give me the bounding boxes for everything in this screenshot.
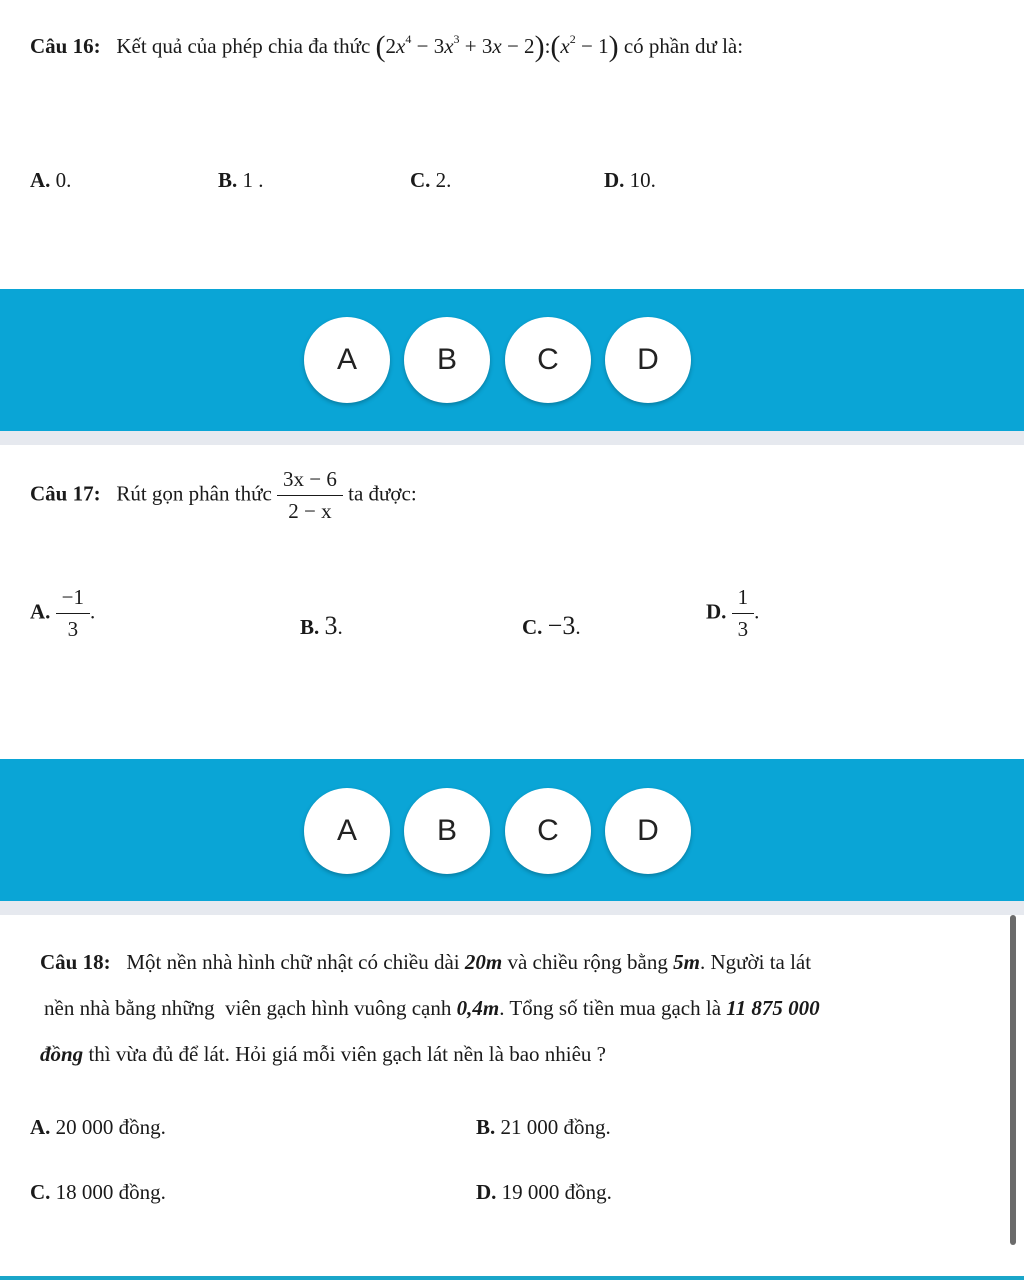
question-18-label: Câu 18: xyxy=(40,950,111,974)
answer-button-c[interactable]: C xyxy=(505,788,591,874)
question-16-label: Câu 16: xyxy=(30,34,101,58)
question-17-text-after: ta được: xyxy=(348,481,417,506)
question-17-fraction-denominator: 2 − x xyxy=(288,499,332,523)
question-17-card xyxy=(0,445,1024,759)
q16-option-c-letter: C. xyxy=(410,168,431,192)
question-18-line-3 xyxy=(40,1031,970,1077)
answer-band-1 xyxy=(0,289,1024,431)
q18-text-1e: . Người ta lát xyxy=(699,950,812,974)
q17-option-c xyxy=(522,611,581,641)
q18-option-b xyxy=(476,1115,611,1140)
question-18-line-2 xyxy=(40,985,970,1031)
q18-option-a-value: 20 000 đồng. xyxy=(55,1115,166,1139)
q18-width: 5m xyxy=(673,950,700,974)
q18-tile-size: 0,4m xyxy=(456,996,500,1020)
question-16-card xyxy=(0,0,1024,288)
answer-band-2 xyxy=(0,759,1024,901)
q17-option-a-tail: . xyxy=(90,599,96,624)
q16-option-a-value: 0. xyxy=(55,168,72,192)
q17-option-a xyxy=(30,585,95,642)
q18-option-c xyxy=(30,1180,166,1205)
q17-option-d-denominator: 3 xyxy=(737,617,749,641)
q16-option-d-value: 10. xyxy=(629,168,656,192)
question-17-label: Câu 17: xyxy=(30,481,101,506)
bottom-border xyxy=(0,1276,1024,1280)
q17-option-d-fraction xyxy=(732,585,755,642)
scrollbar[interactable] xyxy=(1010,915,1016,1245)
q16-option-b xyxy=(218,168,264,193)
q18-option-a xyxy=(30,1115,166,1140)
q17-option-a-numerator: −1 xyxy=(56,585,90,614)
question-17-text-before: Rút gọn phân thức xyxy=(116,481,272,506)
q18-text-1c: và chiều rộng bằng xyxy=(502,950,674,974)
answer-button-a[interactable]: A xyxy=(304,788,390,874)
q17-option-b-value: 3 xyxy=(324,611,338,640)
question-16-expression: ($2x^4 - 3x^3 + 3x$ − $2):(x^2 - 1)$ xyxy=(375,30,619,63)
q17-option-b-tail: . xyxy=(337,615,343,639)
q16-option-c xyxy=(410,168,451,193)
q16-option-d xyxy=(604,168,656,193)
answer-button-c[interactable]: C xyxy=(505,317,591,403)
answer-button-d[interactable]: D xyxy=(605,788,691,874)
q18-option-d-letter: D. xyxy=(476,1180,497,1204)
q16-option-a xyxy=(30,168,71,193)
q17-option-a-denominator: 3 xyxy=(67,617,79,641)
q17-option-c-letter: C. xyxy=(522,615,543,639)
answer-button-b[interactable]: B xyxy=(404,788,490,874)
q17-option-a-fraction xyxy=(56,585,90,642)
q18-text-3b: thì vừa đủ để lát. Hỏi giá mỗi viên gạch lát nền là bao nhiêu ? xyxy=(83,1042,607,1066)
q17-option-d-numerator: 1 xyxy=(732,585,755,614)
q18-currency: đồng xyxy=(40,1042,84,1066)
q18-text-2c: . Tổng số tiền mua gạch là xyxy=(499,996,727,1020)
q18-text-1a: Một nền nhà hình chữ nhật có chiều dài xyxy=(126,950,465,974)
q17-option-d-tail: . xyxy=(754,599,760,624)
q16-option-a-letter: A. xyxy=(30,168,51,192)
q18-text-2a: nền nhà bằng những viên gạch hình vuông cạnh xyxy=(44,996,457,1020)
answer-button-b[interactable]: B xyxy=(404,317,490,403)
q18-option-d xyxy=(476,1180,612,1205)
question-16-text-after: có phần dư là: xyxy=(623,34,744,58)
separator-2 xyxy=(0,901,1024,915)
answer-button-a[interactable]: A xyxy=(304,317,390,403)
answer-button-d[interactable]: D xyxy=(605,317,691,403)
question-16-text-before: Kết quả của phép chia đa thức xyxy=(116,34,371,58)
q18-option-a-letter: A. xyxy=(30,1115,51,1139)
q16-option-b-letter: B. xyxy=(218,168,238,192)
question-18-text xyxy=(40,939,970,1077)
q18-length: 20m xyxy=(464,950,503,974)
question-18-card xyxy=(0,915,1024,1276)
q16-option-b-value: 1 . xyxy=(242,168,264,192)
q17-option-d-letter: D. xyxy=(706,599,727,624)
q16-option-d-letter: D. xyxy=(604,168,625,192)
question-18-line-1 xyxy=(40,939,970,985)
q17-option-a-letter: A. xyxy=(30,599,51,624)
question-17-title xyxy=(30,467,417,524)
question-16-title xyxy=(30,30,743,64)
question-17-fraction xyxy=(277,467,343,524)
q18-option-b-value: 21 000 đồng. xyxy=(500,1115,611,1139)
q18-option-c-value: 18 000 đồng. xyxy=(55,1180,166,1204)
q17-option-d xyxy=(706,585,759,642)
q17-option-c-value: −3 xyxy=(547,611,576,640)
question-17-fraction-numerator: 3x − 6 xyxy=(277,467,343,496)
separator-1 xyxy=(0,431,1024,445)
q18-option-b-letter: B. xyxy=(476,1115,496,1139)
q17-option-b xyxy=(300,611,343,641)
q18-option-c-letter: C. xyxy=(30,1180,51,1204)
q17-option-c-tail: . xyxy=(575,615,581,639)
q16-option-c-value: 2. xyxy=(435,168,452,192)
q17-option-b-letter: B. xyxy=(300,615,320,639)
q18-total-cost: 11 875 000 xyxy=(726,996,820,1020)
q18-option-d-value: 19 000 đồng. xyxy=(501,1180,612,1204)
